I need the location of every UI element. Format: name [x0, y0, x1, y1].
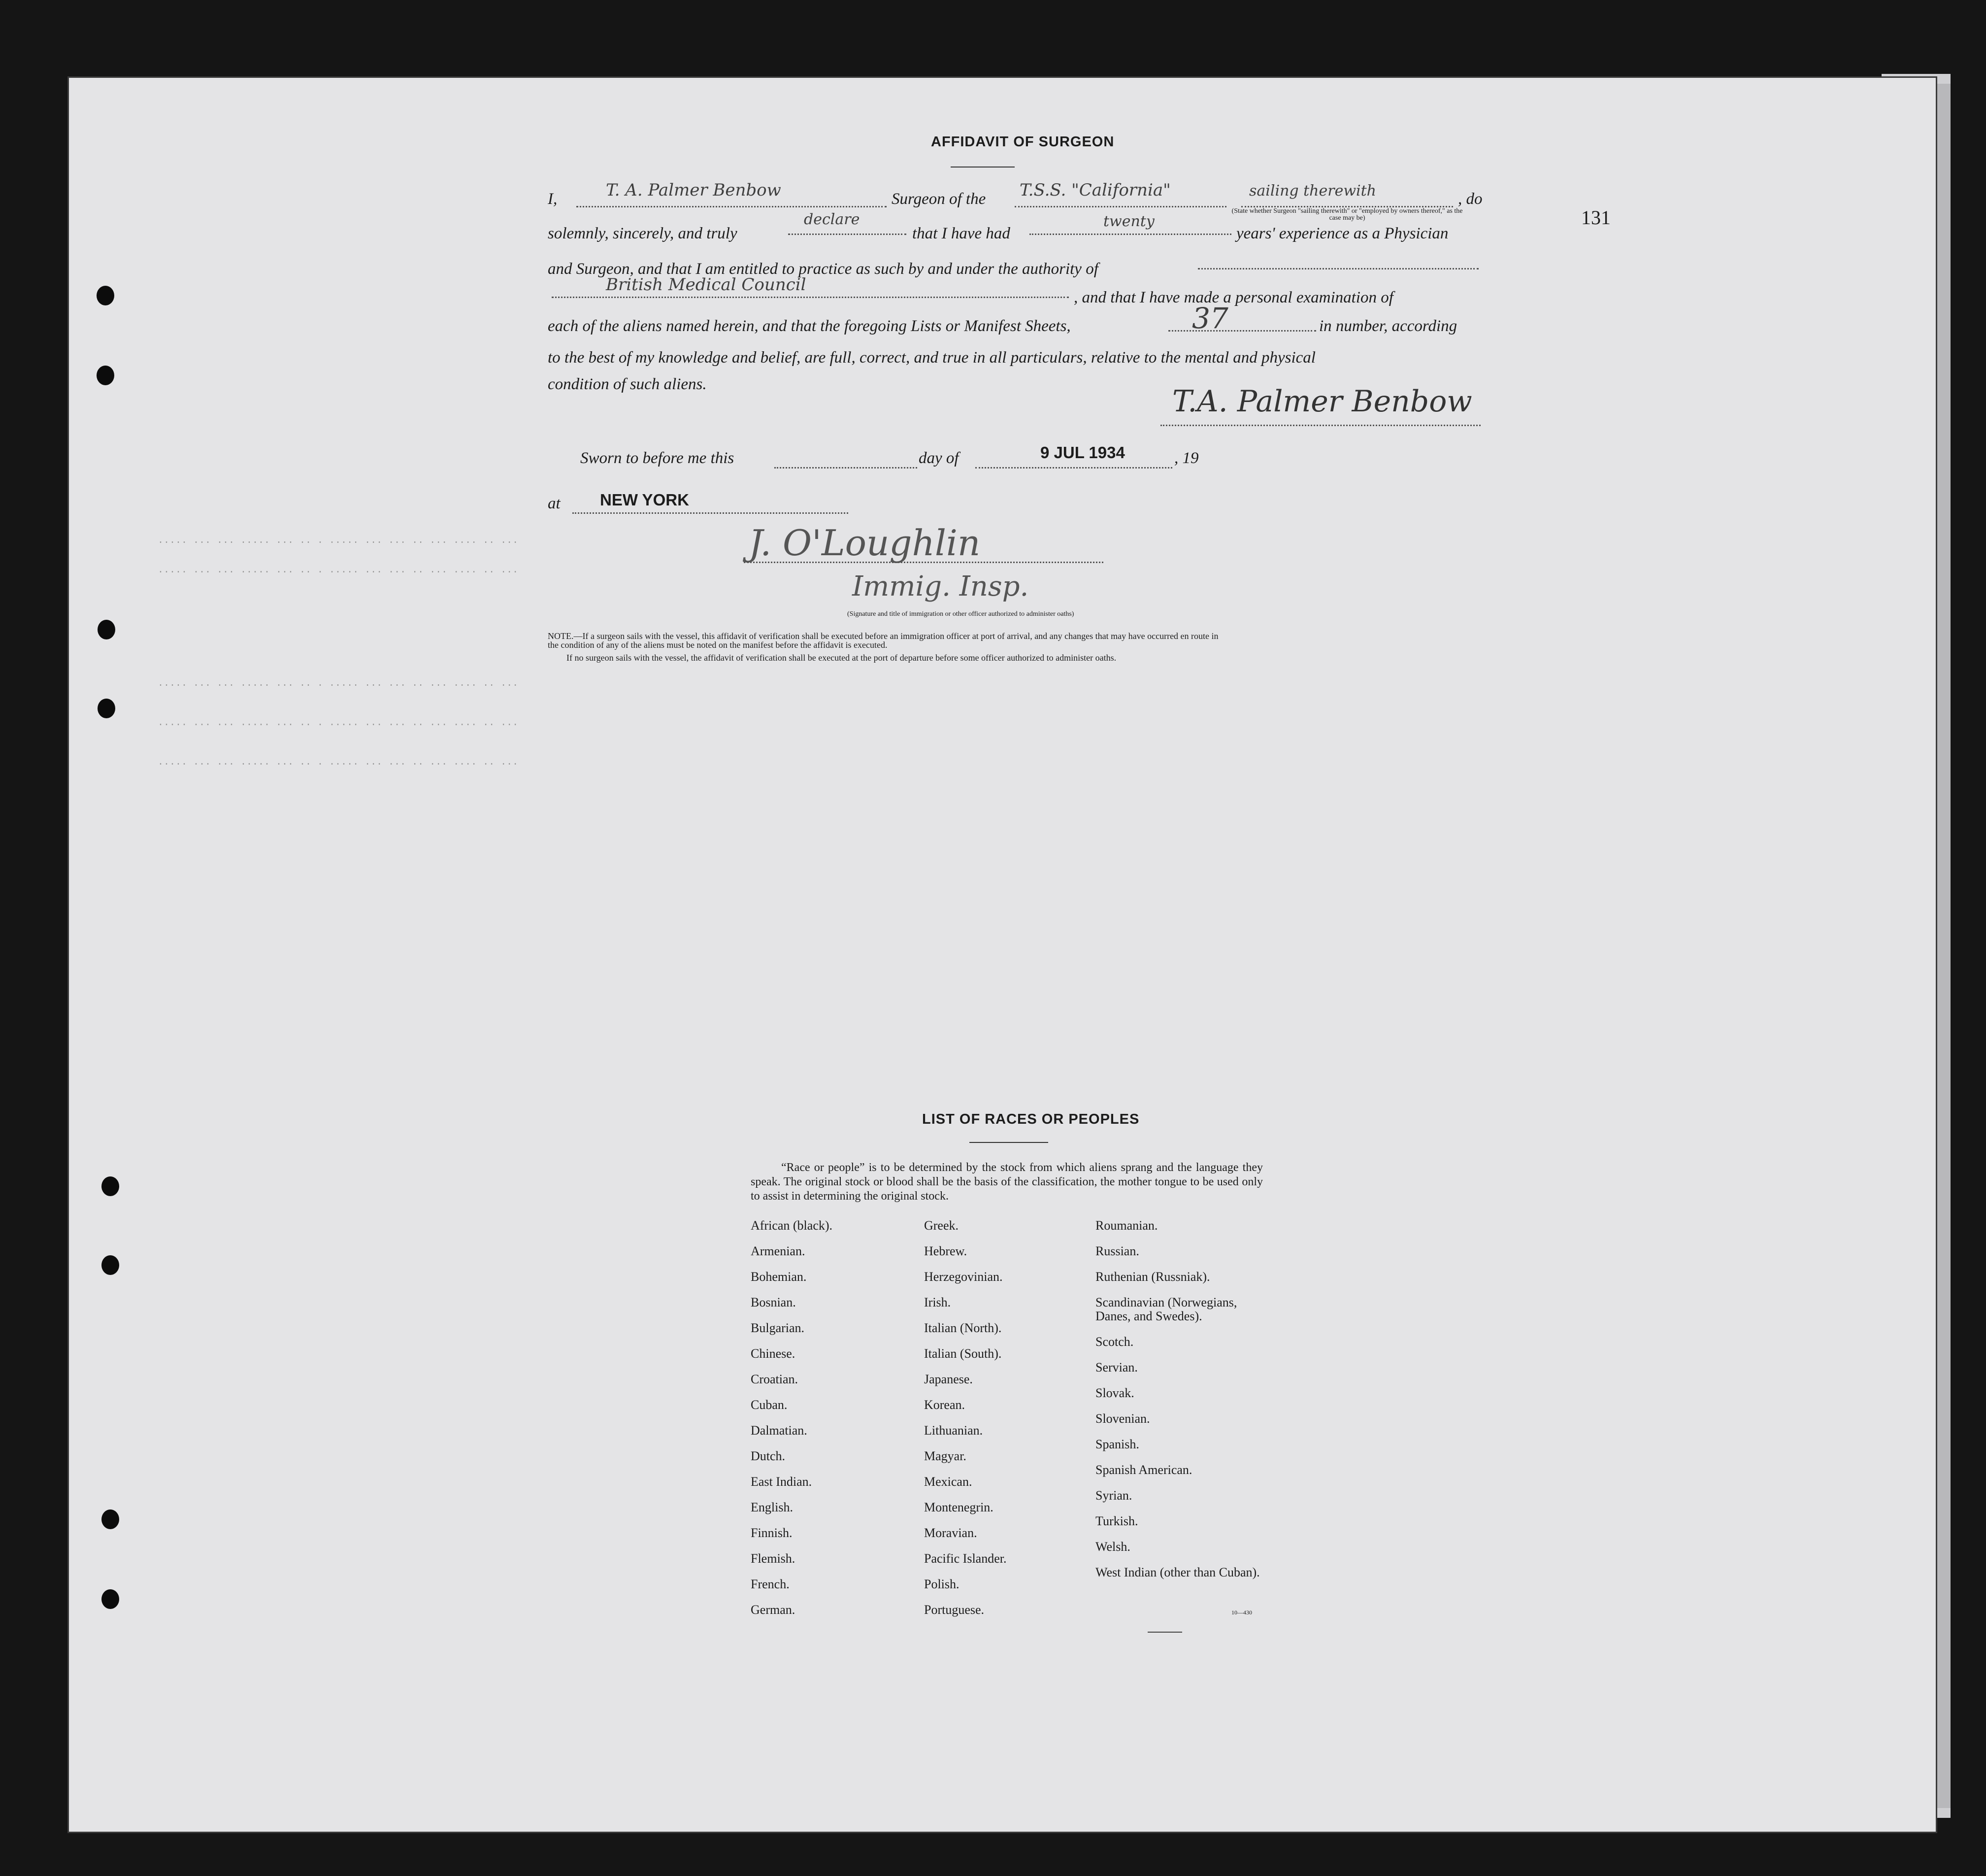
- race-item: Dalmatian.: [751, 1423, 807, 1438]
- race-item: French.: [751, 1577, 790, 1591]
- signature-blank: [1160, 425, 1481, 426]
- race-item: Moravian.: [924, 1526, 977, 1540]
- races-title: LIST OF RACES OR PEOPLES: [922, 1111, 1140, 1127]
- bleed-through-text: ····· ··· ··· ····· ··· ·· · ····· ··· ··· ·· ··· ···· ·· ···: [158, 567, 519, 578]
- sheets-count-handwritten: 37: [1192, 302, 1228, 335]
- race-item: Roumanian.: [1095, 1218, 1158, 1233]
- races-title-rule: [969, 1142, 1048, 1143]
- affidavit-line-1-part-1: I,: [548, 190, 558, 208]
- race-item: Bulgarian.: [751, 1321, 805, 1335]
- affidavit-line-4-part-1: , and that I have made a personal examination of: [1074, 289, 1393, 306]
- race-item: Portuguese.: [924, 1603, 985, 1617]
- binder-hole: [101, 1589, 119, 1609]
- race-item: Greek.: [924, 1218, 959, 1233]
- title-rule: [951, 167, 1015, 168]
- binder-hole: [101, 1176, 119, 1196]
- race-item: Welsh.: [1095, 1540, 1130, 1554]
- sailing-status-handwritten: sailing therewith: [1249, 182, 1377, 200]
- race-item: Hebrew.: [924, 1244, 967, 1258]
- sailing-status-caption: (State whether Surgeon "sailing therewith" or "employed by owners thereof," as the case may be): [1231, 207, 1463, 222]
- bleed-through-text: ····· ··· ··· ····· ··· ·· · ····· ··· ··· ·· ··· ···· ·· ···: [158, 537, 519, 548]
- officer-caption: (Signature and title of immigration or other officer authorized to administer oaths): [847, 610, 1074, 618]
- race-item: Chinese.: [751, 1346, 795, 1361]
- day-of-label: day of: [919, 449, 959, 467]
- authority-blank-2: [552, 297, 1069, 298]
- race-item: Japanese.: [924, 1372, 973, 1386]
- authority-blank-1: [1198, 268, 1479, 269]
- race-item: Finnish.: [751, 1526, 793, 1540]
- affidavit-line-2-part-2: that I have had: [912, 225, 1010, 242]
- surgeon-name-handwritten: T. A. Palmer Benbow: [606, 180, 781, 200]
- surgeon-name-blank: [576, 206, 887, 207]
- affidavit-line-6-part-1: to the best of my knowledge and belief, are full, correct, and true in all particulars, relative to the mental and physical: [548, 349, 1316, 367]
- years-handwritten: twenty: [1103, 213, 1155, 230]
- race-item: Ruthenian (Russniak).: [1095, 1270, 1210, 1284]
- race-item: Herzegovinian.: [924, 1270, 1003, 1284]
- location-stamp: NEW YORK: [600, 491, 689, 509]
- race-item: Syrian.: [1095, 1488, 1132, 1503]
- race-item: Bohemian.: [751, 1270, 807, 1284]
- affidavit-line-1-part-2: Surgeon of the: [892, 190, 986, 208]
- sworn-label: Sworn to before me this: [580, 449, 734, 467]
- binder-hole: [97, 286, 114, 305]
- race-item: Magyar.: [924, 1449, 966, 1463]
- race-item: Mexican.: [924, 1474, 972, 1489]
- race-item: Italian (South).: [924, 1346, 1002, 1361]
- ship-name-handwritten: T.S.S. "California": [1020, 180, 1171, 200]
- date-stamp: 9 JUL 1934: [1040, 443, 1125, 462]
- note-line-2: the condition of any of the aliens must be noted on the manifest before the affidavit is executed.: [548, 640, 888, 650]
- affidavit-line-5-part-1: each of the aliens named herein, and that the foregoing Lists or Manifest Sheets,: [548, 317, 1071, 335]
- year-label: , 19: [1174, 449, 1199, 467]
- race-item: Dutch.: [751, 1449, 786, 1463]
- ship-name-blank: [1015, 206, 1226, 207]
- race-item: Slovak.: [1095, 1386, 1134, 1400]
- race-item: Montenegrin.: [924, 1500, 993, 1514]
- bleed-through-text: ····· ··· ··· ····· ··· ·· · ····· ··· ··· ·· ··· ···· ·· ···: [158, 719, 519, 731]
- location-blank: [572, 512, 848, 514]
- affidavit-line-3-part-1: and Surgeon, and that I am entitled to practice as such by and under the authority of: [548, 260, 1098, 278]
- race-item: Slovenian.: [1095, 1411, 1150, 1426]
- affidavit-title: AFFIDAVIT OF SURGEON: [931, 134, 1115, 150]
- officer-signature: J. O'Loughlin: [749, 522, 981, 564]
- document-page: [69, 78, 1936, 1832]
- race-item: Flemish.: [751, 1551, 795, 1566]
- race-item: Scandinavian (Norwegians, Danes, and Swedes).: [1095, 1295, 1237, 1323]
- bleed-through-text: ····· ··· ··· ····· ··· ·· · ····· ··· ··· ·· ··· ···· ·· ···: [158, 680, 519, 691]
- race-item: Polish.: [924, 1577, 960, 1591]
- binder-hole: [97, 366, 114, 385]
- binder-hole: [101, 1509, 119, 1529]
- race-item: Turkish.: [1095, 1514, 1138, 1528]
- race-item: West Indian (other than Cuban).: [1095, 1565, 1260, 1579]
- race-item: Bosnian.: [751, 1295, 796, 1309]
- race-item: African (black).: [751, 1218, 833, 1233]
- race-item: Korean.: [924, 1398, 965, 1412]
- race-item: Spanish.: [1095, 1437, 1139, 1451]
- at-label: at: [548, 495, 561, 512]
- years-blank: [1029, 234, 1231, 235]
- declare-blank: [788, 234, 906, 235]
- binder-hole: [98, 699, 115, 718]
- form-code: 10—430: [1231, 1609, 1252, 1616]
- affidavit-line-2-part-3: years' experience as a Physician: [1236, 225, 1449, 242]
- binder-hole: [98, 620, 115, 639]
- race-item: Croatian.: [751, 1372, 798, 1386]
- race-item: Russian.: [1095, 1244, 1139, 1258]
- authority-handwritten: British Medical Council: [606, 275, 806, 295]
- race-item: East Indian.: [751, 1474, 812, 1489]
- affidavit-line-1-part-3: , do: [1458, 190, 1483, 208]
- affidavit-line-2-part-1: solemnly, sincerely, and truly: [548, 225, 737, 242]
- surgeon-signature: T.A. Palmer Benbow: [1172, 384, 1472, 419]
- sheets-blank: [1168, 330, 1316, 332]
- declare-handwritten: declare: [804, 211, 860, 228]
- list-end-rule: [1148, 1632, 1182, 1633]
- race-item: Spanish American.: [1095, 1463, 1192, 1477]
- race-item: Italian (North).: [924, 1321, 1002, 1335]
- race-item: Armenian.: [751, 1244, 805, 1258]
- race-item: Cuban.: [751, 1398, 788, 1412]
- sworn-day-blank: [774, 467, 917, 469]
- officer-title-handwritten: Immig. Insp.: [852, 570, 1029, 603]
- race-item: German.: [751, 1603, 795, 1617]
- race-item: English.: [751, 1500, 793, 1514]
- bleed-through-text: ····· ··· ··· ····· ··· ·· · ····· ··· ··· ·· ··· ···· ·· ···: [158, 759, 519, 770]
- note-line-1: NOTE.—If a surgeon sails with the vessel, this affidavit of verification shall be executed before an immigration officer at port of arrival, and any changes that may have occurred en route in: [548, 631, 1219, 641]
- sworn-date-blank: [975, 467, 1172, 469]
- binder-hole: [101, 1255, 119, 1275]
- races-intro: “Race or people” is to be determined by the stock from which aliens sprang and the language they speak. The original stock or blood shall be the basis of the classification, the mother tongue to be used only to assist in determining the original stock.: [751, 1161, 1263, 1203]
- race-item: Irish.: [924, 1295, 951, 1309]
- race-item: Scotch.: [1095, 1335, 1134, 1349]
- affidavit-line-5-part-2: in number, according: [1319, 317, 1457, 335]
- page-number: 131: [1581, 206, 1611, 229]
- race-item: Lithuanian.: [924, 1423, 983, 1438]
- affidavit-line-7-part-1: condition of such aliens.: [548, 375, 707, 393]
- race-item: Pacific Islander.: [924, 1551, 1007, 1566]
- note-line-3: If no surgeon sails with the vessel, the affidavit of verification shall be executed at the port of departure before some officer authorized to administer oaths.: [566, 653, 1117, 663]
- race-item: Servian.: [1095, 1360, 1138, 1374]
